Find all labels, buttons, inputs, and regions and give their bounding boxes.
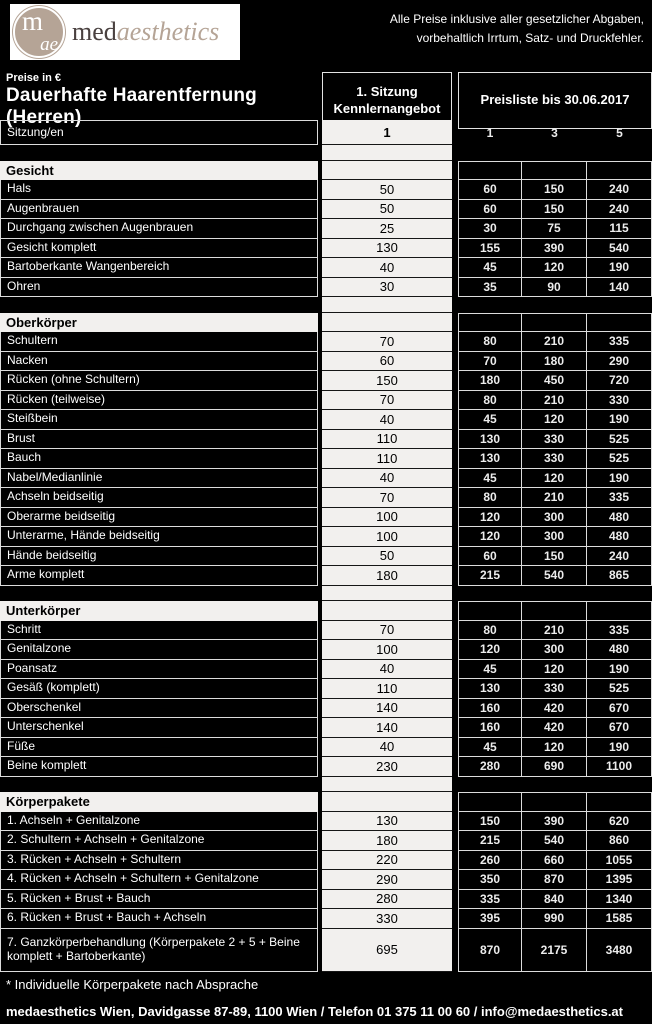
- price-3: 180: [522, 352, 587, 372]
- row-label: Arme komplett: [0, 566, 318, 586]
- price-5: 330: [587, 391, 652, 411]
- price-row: [0, 278, 652, 298]
- brand-word-aesthetics: aesthetics: [116, 17, 220, 46]
- price-5: 620: [587, 812, 652, 832]
- price-5: 1100: [587, 757, 652, 777]
- price-5: 480: [587, 640, 652, 660]
- row-label: 2. Schultern + Achseln + Genitalzone: [0, 831, 318, 851]
- intro-price: 70: [322, 621, 452, 641]
- table-body: [0, 145, 652, 972]
- spacer-cell: [458, 297, 522, 313]
- price-5: 140: [587, 278, 652, 298]
- intro-price: 140: [322, 718, 452, 738]
- price-5: 115: [587, 219, 652, 239]
- page-header: [0, 0, 652, 72]
- sessions-row-label: Sitzung/en: [0, 120, 318, 145]
- price-1: 60: [458, 180, 522, 200]
- price-3: 660: [522, 851, 587, 871]
- price-3: 540: [522, 831, 587, 851]
- price-5: 190: [587, 258, 652, 278]
- price-row: [0, 258, 652, 278]
- price-5: 190: [587, 410, 652, 430]
- page-title: Dauerhafte Haarentfernung (Herren): [6, 85, 257, 128]
- price-1: [458, 313, 522, 333]
- price-1: 160: [458, 699, 522, 719]
- intro-header-line-2: Kennlernangebot: [333, 100, 441, 116]
- intro-price: 290: [322, 870, 452, 890]
- price-5: 1395: [587, 870, 652, 890]
- price-1: [458, 161, 522, 181]
- price-5: 190: [587, 738, 652, 758]
- price-5: 190: [587, 469, 652, 489]
- row-label: Augenbrauen: [0, 200, 318, 220]
- intro-price: 110: [322, 679, 452, 699]
- price-3: 150: [522, 547, 587, 567]
- spacer-cell: [587, 145, 652, 161]
- price-3: 120: [522, 660, 587, 680]
- price-5: 525: [587, 679, 652, 699]
- price-3: 120: [522, 469, 587, 489]
- brand-wordmark: [72, 17, 219, 47]
- price-1: 70: [458, 352, 522, 372]
- row-label: Nacken: [0, 352, 318, 372]
- price-5: 335: [587, 332, 652, 352]
- price-1: 45: [458, 258, 522, 278]
- spacer-row: [0, 777, 652, 793]
- row-label: 4. Rücken + Achseln + Schultern + Genitalzone: [0, 870, 318, 890]
- price-1: 120: [458, 508, 522, 528]
- spacer-cell: [522, 145, 587, 161]
- price-3: 330: [522, 430, 587, 450]
- price-1: 120: [458, 527, 522, 547]
- price-table: [0, 72, 652, 992]
- row-label: 1. Achseln + Genitalzone: [0, 812, 318, 832]
- price-3: [522, 161, 587, 181]
- contact-line: medaesthetics Wien, Davidgasse 87-89, 1100 Wien / Telefon 01 375 11 00 60 / info@medaesthetics.at: [6, 1004, 623, 1019]
- price-row: [0, 508, 652, 528]
- price-row: [0, 200, 652, 220]
- price-row: [0, 488, 652, 508]
- row-label: Unterschenkel: [0, 718, 318, 738]
- row-label: Durchgang zwischen Augenbrauen: [0, 219, 318, 239]
- row-label: Genitalzone: [0, 640, 318, 660]
- price-3: 990: [522, 909, 587, 929]
- spacer-cell: [587, 586, 652, 602]
- price-1: 45: [458, 410, 522, 430]
- footnote: * Individuelle Körperpakete nach Absprache: [6, 976, 259, 992]
- row-label: Hände beidseitig: [0, 547, 318, 567]
- sessions-count-1: 1: [486, 125, 494, 140]
- price-1: 180: [458, 371, 522, 391]
- row-label: Gesicht komplett: [0, 239, 318, 259]
- price-1: 260: [458, 851, 522, 871]
- price-5: 335: [587, 488, 652, 508]
- intro-price: 50: [322, 180, 452, 200]
- price-1: 80: [458, 621, 522, 641]
- section-title: Unterkörper: [0, 601, 318, 621]
- price-row: [0, 718, 652, 738]
- price-5: [587, 313, 652, 333]
- logo-monogram-ae: ae: [40, 34, 58, 55]
- price-1: 80: [458, 332, 522, 352]
- spacer-cell: [458, 777, 522, 793]
- price-1: 35: [458, 278, 522, 298]
- intro-price: 60: [322, 352, 452, 372]
- spacer-cell: [322, 777, 452, 793]
- price-disclaimer: [390, 10, 644, 48]
- row-label: Rücken (teilweise): [0, 391, 318, 411]
- price-3: [522, 792, 587, 812]
- intro-price: 330: [322, 909, 452, 929]
- intro-price: 110: [322, 430, 452, 450]
- price-5: 525: [587, 449, 652, 469]
- section-header-row: [0, 792, 652, 812]
- section-header-row: [0, 313, 652, 333]
- price-row: [0, 469, 652, 489]
- intro-price: 50: [322, 200, 452, 220]
- price-1: 80: [458, 391, 522, 411]
- price-row: [0, 929, 652, 972]
- price-1: 80: [458, 488, 522, 508]
- row-label: 7. Ganzkörperbehandlung (Körperpakete 2 + 5 + Beine komplett + Bartoberkante): [0, 929, 318, 972]
- price-row: [0, 430, 652, 450]
- row-label: Bartoberkante Wangenbereich: [0, 258, 318, 278]
- brand-logo: [10, 4, 240, 60]
- spacer-cell: [522, 586, 587, 602]
- intro-price: [322, 601, 452, 621]
- price-row: [0, 870, 652, 890]
- price-row: [0, 812, 652, 832]
- price-3: 450: [522, 371, 587, 391]
- intro-price: 230: [322, 757, 452, 777]
- price-1: 45: [458, 660, 522, 680]
- price-3: 150: [522, 200, 587, 220]
- intro-price: 100: [322, 508, 452, 528]
- sessions-row: [0, 120, 652, 145]
- price-3: [522, 313, 587, 333]
- row-label: 6. Rücken + Brust + Bauch + Achseln: [0, 909, 318, 929]
- price-3: 150: [522, 180, 587, 200]
- price-3: 120: [522, 258, 587, 278]
- row-label: 5. Rücken + Brust + Bauch: [0, 890, 318, 910]
- intro-price: 70: [322, 332, 452, 352]
- row-label: Nabel/Medianlinie: [0, 469, 318, 489]
- row-label: Oberschenkel: [0, 699, 318, 719]
- price-5: 240: [587, 180, 652, 200]
- intro-price: 130: [322, 239, 452, 259]
- spacer-cell: [322, 145, 452, 161]
- row-label: Beine komplett: [0, 757, 318, 777]
- table-header-row: [0, 72, 652, 128]
- spacer-cell: [522, 297, 587, 313]
- price-5: 480: [587, 527, 652, 547]
- price-row: [0, 699, 652, 719]
- logo-monogram-icon: [13, 6, 65, 58]
- sessions-intro-count: 1: [322, 120, 452, 145]
- price-5: 865: [587, 566, 652, 586]
- price-row: [0, 219, 652, 239]
- price-1: 870: [458, 929, 522, 972]
- row-label: Füße: [0, 738, 318, 758]
- price-row: [0, 391, 652, 411]
- price-row: [0, 660, 652, 680]
- price-row: [0, 332, 652, 352]
- price-row: [0, 757, 652, 777]
- price-1: 120: [458, 640, 522, 660]
- price-3: 840: [522, 890, 587, 910]
- section-title: Körperpakete: [0, 792, 318, 812]
- price-3: 420: [522, 718, 587, 738]
- price-1: 60: [458, 200, 522, 220]
- intro-price: 100: [322, 527, 452, 547]
- price-5: 1340: [587, 890, 652, 910]
- price-1: [458, 601, 522, 621]
- price-5: [587, 601, 652, 621]
- price-row: [0, 449, 652, 469]
- price-5: 860: [587, 831, 652, 851]
- price-3: 300: [522, 508, 587, 528]
- sessions-count-5: 5: [616, 125, 623, 140]
- price-row: [0, 547, 652, 567]
- price-5: 525: [587, 430, 652, 450]
- pricelist-column-header: Preisliste bis 30.06.2017: [458, 72, 652, 129]
- intro-price: 40: [322, 410, 452, 430]
- spacer-cell: [458, 145, 522, 161]
- price-row: [0, 566, 652, 586]
- price-5: 670: [587, 699, 652, 719]
- section-title: Gesicht: [0, 161, 318, 181]
- row-label: Ohren: [0, 278, 318, 298]
- spacer-row: [0, 586, 652, 602]
- spacer-row: [0, 297, 652, 313]
- intro-price: 40: [322, 469, 452, 489]
- price-5: 3480: [587, 929, 652, 972]
- intro-price: 40: [322, 738, 452, 758]
- price-3: 330: [522, 679, 587, 699]
- logo-monogram-m: m: [22, 6, 44, 36]
- section-header-row: [0, 601, 652, 621]
- price-1: 215: [458, 566, 522, 586]
- price-1: 30: [458, 219, 522, 239]
- price-row: [0, 831, 652, 851]
- intro-price: 100: [322, 640, 452, 660]
- price-3: 120: [522, 410, 587, 430]
- row-label: Schritt: [0, 621, 318, 641]
- row-label: Poansatz: [0, 660, 318, 680]
- row-label: 3. Rücken + Achseln + Schultern: [0, 851, 318, 871]
- price-row: [0, 527, 652, 547]
- price-5: [587, 792, 652, 812]
- intro-header-line-1: 1. Sitzung: [356, 84, 418, 100]
- price-3: 2175: [522, 929, 587, 972]
- spacer-cell: [0, 586, 318, 602]
- intro-price: 40: [322, 258, 452, 278]
- intro-price: 30: [322, 278, 452, 298]
- price-3: 210: [522, 488, 587, 508]
- spacer-cell: [0, 145, 318, 161]
- intro-price: 70: [322, 488, 452, 508]
- price-1: 335: [458, 890, 522, 910]
- price-3: 120: [522, 738, 587, 758]
- price-row: [0, 890, 652, 910]
- currency-note: Preise in €: [6, 72, 62, 84]
- intro-price: 140: [322, 699, 452, 719]
- disclaimer-line-2: vorbehaltlich Irrtum, Satz- und Druckfehler.: [416, 31, 644, 46]
- intro-price: 50: [322, 547, 452, 567]
- price-3: 75: [522, 219, 587, 239]
- sessions-count-3: 3: [551, 125, 558, 140]
- price-5: 670: [587, 718, 652, 738]
- price-3: 210: [522, 332, 587, 352]
- price-row: [0, 640, 652, 660]
- row-label: Oberarme beidseitig: [0, 508, 318, 528]
- price-5: 290: [587, 352, 652, 372]
- price-1: 160: [458, 718, 522, 738]
- row-label: Brust: [0, 430, 318, 450]
- price-1: [458, 792, 522, 812]
- row-label: Steißbein: [0, 410, 318, 430]
- price-1: 130: [458, 449, 522, 469]
- price-row: [0, 371, 652, 391]
- price-3: 90: [522, 278, 587, 298]
- price-1: 130: [458, 430, 522, 450]
- price-3: 300: [522, 640, 587, 660]
- price-5: 240: [587, 200, 652, 220]
- price-5: 1585: [587, 909, 652, 929]
- intro-price: 180: [322, 831, 452, 851]
- intro-price: [322, 313, 452, 333]
- price-3: 300: [522, 527, 587, 547]
- disclaimer-line-1: Alle Preise inklusive aller gesetzlicher Abgaben,: [389, 12, 644, 26]
- spacer-cell: [322, 586, 452, 602]
- price-5: 480: [587, 508, 652, 528]
- price-3: 690: [522, 757, 587, 777]
- price-5: 540: [587, 239, 652, 259]
- price-5: 1055: [587, 851, 652, 871]
- spacer-row: [0, 145, 652, 161]
- spacer-cell: [0, 297, 318, 313]
- price-1: 350: [458, 870, 522, 890]
- intro-price: 280: [322, 890, 452, 910]
- price-1: 155: [458, 239, 522, 259]
- intro-price: 695: [322, 929, 452, 972]
- row-label: Bauch: [0, 449, 318, 469]
- price-1: 215: [458, 831, 522, 851]
- price-1: 45: [458, 469, 522, 489]
- row-label: Achseln beidseitig: [0, 488, 318, 508]
- intro-price: 70: [322, 391, 452, 411]
- price-row: [0, 909, 652, 929]
- intro-price: 130: [322, 812, 452, 832]
- price-1: 60: [458, 547, 522, 567]
- spacer-cell: [522, 777, 587, 793]
- spacer-cell: [587, 297, 652, 313]
- intro-price: 180: [322, 566, 452, 586]
- price-row: [0, 621, 652, 641]
- spacer-cell: [458, 586, 522, 602]
- price-3: 540: [522, 566, 587, 586]
- price-3: 210: [522, 391, 587, 411]
- intro-price: 25: [322, 219, 452, 239]
- intro-price: 220: [322, 851, 452, 871]
- brand-word-med: med: [72, 17, 117, 46]
- row-label: Gesäß (komplett): [0, 679, 318, 699]
- price-row: [0, 239, 652, 259]
- row-label: Hals: [0, 180, 318, 200]
- price-3: 210: [522, 621, 587, 641]
- price-3: 870: [522, 870, 587, 890]
- row-label: Schultern: [0, 332, 318, 352]
- row-label: Rücken (ohne Schultern): [0, 371, 318, 391]
- intro-price: [322, 792, 452, 812]
- price-row: [0, 679, 652, 699]
- price-5: 720: [587, 371, 652, 391]
- intro-price: 40: [322, 660, 452, 680]
- price-1: 150: [458, 812, 522, 832]
- intro-price: 150: [322, 371, 452, 391]
- section-title: Oberkörper: [0, 313, 318, 333]
- price-3: 390: [522, 812, 587, 832]
- price-3: 330: [522, 449, 587, 469]
- price-1: 395: [458, 909, 522, 929]
- price-1: 280: [458, 757, 522, 777]
- row-label: Unterarme, Hände beidseitig: [0, 527, 318, 547]
- spacer-cell: [587, 777, 652, 793]
- price-1: 130: [458, 679, 522, 699]
- section-header-row: [0, 161, 652, 181]
- price-row: [0, 352, 652, 372]
- price-row: [0, 410, 652, 430]
- intro-price: [322, 161, 452, 181]
- price-3: [522, 601, 587, 621]
- price-1: 45: [458, 738, 522, 758]
- spacer-cell: [322, 297, 452, 313]
- intro-price: 110: [322, 449, 452, 469]
- spacer-cell: [0, 777, 318, 793]
- price-5: 190: [587, 660, 652, 680]
- price-5: 335: [587, 621, 652, 641]
- price-5: [587, 161, 652, 181]
- price-3: 390: [522, 239, 587, 259]
- price-3: 420: [522, 699, 587, 719]
- price-row: [0, 180, 652, 200]
- price-row: [0, 738, 652, 758]
- price-5: 240: [587, 547, 652, 567]
- price-row: [0, 851, 652, 871]
